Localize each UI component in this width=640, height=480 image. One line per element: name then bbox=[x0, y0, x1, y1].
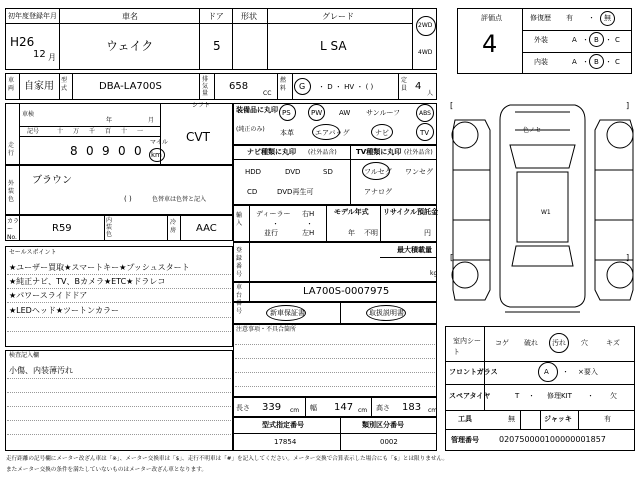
width-value: 147 bbox=[334, 402, 354, 413]
unit-thousand: 千 bbox=[89, 128, 96, 135]
footer-line-2: またメーター交換の条件を満たしていないものはメーター改ざん車となります。 bbox=[6, 467, 207, 473]
spare-sep-2: ・ bbox=[587, 392, 594, 400]
cc-unit: CC bbox=[263, 90, 272, 97]
color-no-value: R59 bbox=[52, 223, 72, 234]
ac-label: 冷房 bbox=[170, 219, 177, 234]
import-label: 輸入 bbox=[236, 212, 243, 227]
purpose-value: 自家用 bbox=[24, 81, 54, 92]
seat-burn: コゲ bbox=[495, 339, 509, 347]
spare-sep-1: ・ bbox=[528, 392, 535, 400]
cc-label: 排気量 bbox=[202, 76, 209, 97]
type-value: 17854 bbox=[274, 438, 297, 446]
interior-color-label: 内装色 bbox=[106, 217, 113, 238]
int-c: C bbox=[615, 58, 620, 66]
color-label: 外装色 bbox=[8, 180, 15, 203]
unit-hundred: 百 bbox=[105, 128, 112, 135]
new-guarantee: 新車保証書 bbox=[270, 309, 305, 317]
odo-digit-4: 0 bbox=[118, 144, 126, 158]
max-load-label: 最大積載量 bbox=[397, 246, 432, 254]
equip-navi: ナビ bbox=[375, 129, 389, 137]
equip-leather: 本革 bbox=[280, 129, 294, 137]
grade-value: L SA bbox=[320, 39, 347, 53]
equip-aw: AW bbox=[339, 109, 351, 117]
import-dealer: ディーラー bbox=[256, 210, 291, 218]
model-year-unit: 年 bbox=[348, 229, 355, 237]
caution-label: 注意事項・不具合箇所 bbox=[236, 326, 297, 333]
km-label: km bbox=[151, 151, 162, 159]
navi-cd: CD bbox=[247, 188, 258, 196]
navi-title: ナビ種類に丸印 bbox=[247, 148, 296, 156]
equip-title: 装備品に丸印 bbox=[236, 106, 278, 114]
exterior-label: 外装 bbox=[534, 36, 548, 44]
grade-label: グレード bbox=[322, 12, 354, 21]
mile-label: マイル bbox=[150, 139, 168, 146]
repair-label: 修復歴 bbox=[530, 14, 551, 22]
seat-label: 室内シート bbox=[453, 337, 481, 356]
vehicle-diagram bbox=[445, 90, 640, 320]
reg-month: 12 bbox=[33, 49, 46, 60]
reg-no-label: 登録番号 bbox=[236, 247, 243, 278]
selling-line-3: ★パワースライドドア bbox=[9, 291, 88, 300]
int-sep1: ・ bbox=[582, 58, 589, 66]
unit-ten: 十 bbox=[121, 128, 128, 135]
selling-line-4: ★LEDヘッド★ツートンカラー bbox=[9, 306, 120, 315]
purpose-label: 車両 bbox=[8, 77, 15, 92]
seat-tear: 破れ bbox=[524, 339, 538, 347]
grade-score: 4 bbox=[482, 30, 498, 58]
unit-ten-thousand: 万 bbox=[73, 128, 80, 135]
selling-line-2: ★純正ナビ、TV、Bカメラ★ETC★ドラレコ bbox=[9, 277, 166, 286]
odo-month-unit: 月 bbox=[148, 117, 155, 124]
month-unit: 月 bbox=[48, 53, 56, 62]
spare-label: スペアタイヤ bbox=[449, 392, 491, 400]
height-value: 183 bbox=[402, 402, 422, 413]
class-value: 0002 bbox=[380, 438, 398, 446]
spare-none: 欠 bbox=[610, 392, 617, 400]
import-left: 左H bbox=[302, 229, 315, 237]
tv-analog: アナログ bbox=[364, 188, 392, 196]
grade-label: 評価点 bbox=[481, 14, 502, 22]
seat-dirt: 汚れ bbox=[552, 339, 566, 347]
bracket-right-2: ] bbox=[626, 253, 630, 262]
fuel-g: G bbox=[299, 82, 306, 91]
windshield-label: フロントガラス bbox=[449, 368, 498, 376]
height-label: 高さ bbox=[376, 404, 390, 412]
equip-sub: (純正のみ) bbox=[236, 126, 265, 133]
class-label: 類別区分番号 bbox=[362, 421, 404, 429]
width-unit: cm bbox=[358, 407, 368, 414]
bracket-left-1: [ bbox=[450, 101, 454, 110]
ext-sep1: ・ bbox=[582, 36, 589, 44]
equip-tv: TV bbox=[420, 129, 430, 137]
width-label: 幅 bbox=[310, 404, 317, 412]
tv-oneseg: ワンセグ bbox=[405, 168, 433, 176]
era-year: H26 bbox=[10, 35, 35, 49]
ext-a: A bbox=[572, 36, 577, 44]
drive-4wd: 4WD bbox=[418, 49, 433, 56]
mgmt-value: 020750000100000001857 bbox=[499, 435, 606, 444]
spare-kit: 修理KIT bbox=[547, 392, 572, 400]
odo-digit-3: 9 bbox=[102, 144, 110, 158]
car-name: ウェイク bbox=[106, 39, 154, 53]
capacity-label: 定員 bbox=[401, 77, 408, 92]
shift-label: シフト bbox=[192, 102, 211, 109]
color-mark-label: 色ノセ bbox=[523, 127, 541, 134]
fuel-label: 燃料 bbox=[280, 77, 287, 92]
reg-date-label: 初年度登録年月 bbox=[8, 12, 57, 20]
selling-title: セールスポイント bbox=[9, 249, 57, 256]
jack-value: 有 bbox=[604, 415, 611, 423]
capacity-unit: 人 bbox=[427, 90, 434, 97]
int-sep2: ・ bbox=[605, 58, 612, 66]
color-no-label: カラーNo. bbox=[7, 218, 20, 241]
recycle-label: リサイクル預託金 bbox=[383, 208, 439, 216]
windshield-a: A bbox=[544, 368, 549, 376]
car-inspection-label: 車検 bbox=[22, 111, 35, 118]
interior-label: 内装 bbox=[534, 58, 548, 66]
repair-yes: 有 bbox=[566, 14, 573, 22]
fuel-options: ・ D ・ HV ・ ( ) bbox=[318, 83, 374, 91]
length-value: 339 bbox=[262, 402, 282, 413]
import-right: 右H bbox=[302, 210, 315, 218]
windshield-note: ×要入 bbox=[578, 368, 598, 376]
cc-value: 658 bbox=[229, 81, 249, 92]
seat-scratch: キズ bbox=[606, 339, 620, 347]
odo-year-unit: 年 bbox=[106, 117, 113, 124]
model-year-unknown: 不明 bbox=[364, 229, 378, 237]
bracket-left-2: [ bbox=[450, 253, 454, 262]
repair-sep: ・ bbox=[588, 14, 595, 22]
import-dot-2: ・ bbox=[306, 220, 313, 228]
odo-digit-1: 8 bbox=[70, 144, 78, 158]
unit-symbol: 記号 bbox=[27, 128, 40, 135]
navi-sub: (社外品含) bbox=[308, 149, 337, 156]
color-note: 色替車は色替と記入 bbox=[152, 196, 207, 203]
doors-label: ドア bbox=[208, 12, 224, 21]
equip-ps: PS bbox=[282, 109, 291, 117]
navi-dvd: DVD bbox=[285, 168, 301, 176]
max-load-unit: kg bbox=[430, 270, 438, 277]
odo-digit-2: 0 bbox=[86, 144, 94, 158]
selling-line-1: ★ユーザー買取★スマートキー★プッシュスタート bbox=[9, 263, 190, 272]
ext-sep2: ・ bbox=[605, 36, 612, 44]
capacity-value: 4 bbox=[415, 81, 422, 92]
unit-one: 一 bbox=[137, 128, 144, 135]
height-unit: cm bbox=[428, 407, 438, 414]
repair-no: 無 bbox=[604, 14, 611, 22]
jack-label: ジャッキ bbox=[544, 415, 572, 423]
length-unit: cm bbox=[290, 407, 300, 414]
car-name-label: 車名 bbox=[122, 12, 138, 21]
chassis-label: 車台番号 bbox=[236, 284, 243, 315]
odometer-label: 走行 bbox=[8, 142, 15, 157]
equip-sunroof: サンルーフ bbox=[366, 109, 401, 117]
tv-sub: (社外品含) bbox=[404, 149, 433, 156]
recycle-yen: 円 bbox=[424, 229, 431, 237]
ext-c: C bbox=[615, 36, 620, 44]
tools-value: 無 bbox=[508, 415, 515, 423]
length-label: 長さ bbox=[236, 404, 250, 412]
import-dot-1: ・ bbox=[272, 220, 279, 228]
tv-fullseg: フルセグ bbox=[364, 168, 392, 176]
footer-line-1: 走行距離の記号欄にメーター改ざん車は「※」、メーター交換車は「$」、走行不明車は「#」を記入してください。メーター交換で合算表示した場合にも「$」とは限りません。 bbox=[6, 456, 448, 462]
manual: 取扱説明書 bbox=[369, 309, 404, 317]
equip-pw: PW bbox=[311, 109, 323, 117]
model-year-label: モデル年式 bbox=[334, 208, 369, 216]
type-label: 型式指定番号 bbox=[262, 421, 304, 429]
shape-label: 形状 bbox=[241, 12, 257, 21]
doors-value: 5 bbox=[213, 39, 221, 53]
bracket-right-1: ] bbox=[626, 101, 630, 110]
mgmt-label: 管理番号 bbox=[451, 436, 479, 444]
equip-abs: ABS bbox=[419, 110, 431, 117]
int-b: B bbox=[594, 58, 599, 66]
model-label: 型式 bbox=[61, 77, 68, 92]
color-block bbox=[5, 165, 233, 215]
int-a: A bbox=[572, 58, 577, 66]
spare-t: T bbox=[515, 392, 520, 400]
docs-block bbox=[233, 302, 437, 324]
color-value: ブラウン bbox=[32, 175, 72, 186]
windshield-sep: ・ bbox=[562, 368, 569, 376]
color-paren: ( ) bbox=[124, 195, 132, 203]
drive-2wd: 2WD bbox=[418, 22, 433, 29]
w1-label: W1 bbox=[541, 209, 551, 216]
navi-dvd-play: DVD再生可 bbox=[277, 188, 314, 196]
model-value: DBA-LA700S bbox=[99, 81, 162, 92]
import-direct: 並行 bbox=[264, 229, 278, 237]
inspector-title: 検査記入欄 bbox=[9, 352, 40, 359]
tv-title: TV種類に丸印 bbox=[356, 148, 402, 156]
ac-value: AAC bbox=[196, 223, 217, 234]
equip-airbag: エアバッグ bbox=[315, 129, 350, 137]
chassis-value: LA700S-0007975 bbox=[303, 286, 390, 297]
navi-hdd: HDD bbox=[245, 168, 262, 176]
ext-b: B bbox=[594, 36, 599, 44]
tools-label: 工具 bbox=[458, 415, 472, 423]
navi-sd: SD bbox=[323, 168, 333, 176]
seat-hole: 穴 bbox=[581, 339, 588, 347]
unit-ten-thousand-ten: 十 bbox=[57, 128, 64, 135]
odo-digit-5: 0 bbox=[134, 144, 142, 158]
shift-value: CVT bbox=[186, 130, 210, 144]
inspector-text: 小傷、内装薄汚れ bbox=[9, 366, 73, 375]
